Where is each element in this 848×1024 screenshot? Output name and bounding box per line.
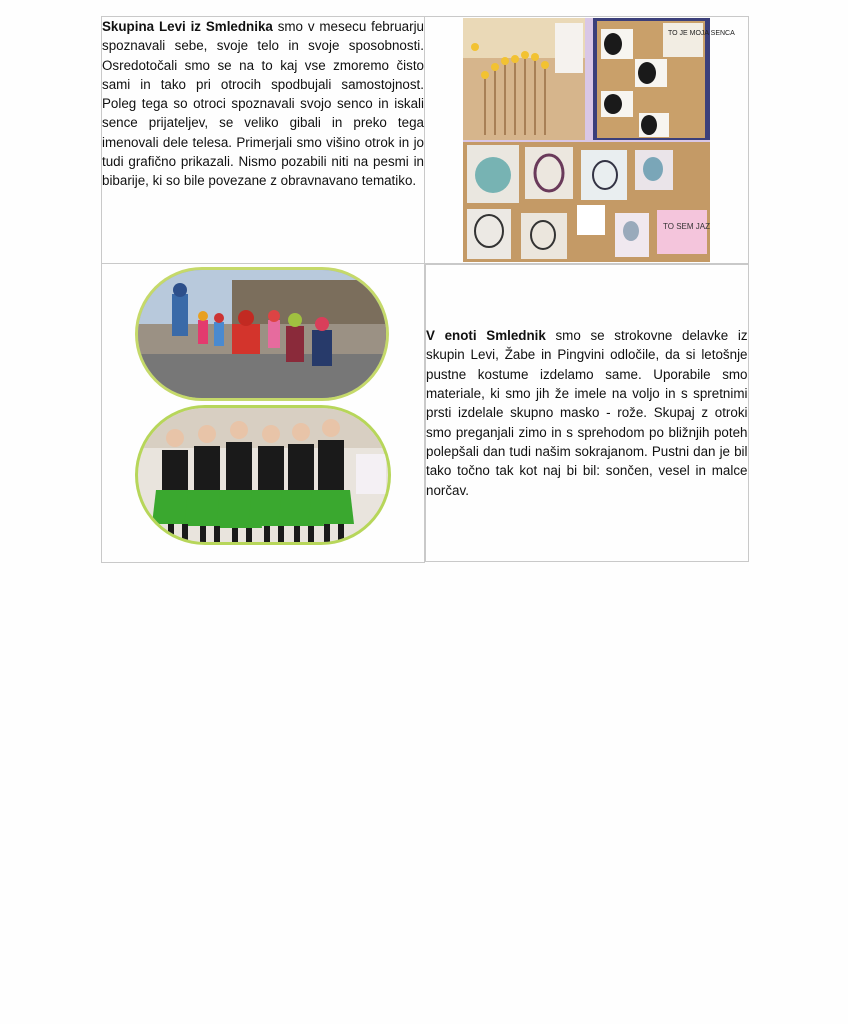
board-sign-2: TO SEM JAZ: [663, 222, 710, 231]
paragraph-body: smo v mesecu februarju spoznavali sebe, svoje telo in svoje sposobnosti. Osredotočali smo se na to kaj vse zmoremo čisto sami in tako pri otrocih spodbujali samostojnost. Poleg tega so otroci spoznavali svojo senco in iskali sence prijateljev, se veliko gibali in preko tega imenovali dele telesa. Primerjali smo višino otrok in jo tudi grafično prikazali. Nismo pozabili niti na pesmi in bibarije, ki so bile povezane z obravnavano tematiko.: [102, 19, 424, 189]
paragraph-bold-lead: Skupina Levi iz Smlednika: [102, 19, 273, 34]
paragraph-body: smo se strokovne delavke iz skupin Levi, Žabe in Pingvini odločile, da si letošnje pustne kostume izdelamo same. Uporabile smo materiale, ki smo jih že imele na voljo in s spretnimi prsti izdelale skupno masko - rože. Skupaj z otroki smo preganjali zimo in s sprehodom po bližnjih poteh polepšali dan tudi našim sokrajanom. Pustni dan je bil tako točno tak kot naj bi bil: sončen, vesel in malce norčav.: [426, 328, 748, 498]
paragraph: [102, 17, 424, 191]
text-cell: [425, 264, 749, 562]
table-row: [102, 17, 749, 264]
image-cell: [102, 264, 425, 563]
text-cell: [102, 17, 425, 264]
table-row: [102, 264, 749, 563]
paragraph-bold-lead: V enoti Smlednik: [426, 328, 546, 344]
paragraph: [426, 326, 748, 500]
carnival-photos-image: [102, 264, 425, 562]
board-sign-1: TO JE MOJA SENCA: [668, 30, 735, 37]
content-table: [101, 16, 749, 563]
kids-artwork-collage-image: [425, 17, 749, 263]
image-cell: [425, 17, 749, 264]
